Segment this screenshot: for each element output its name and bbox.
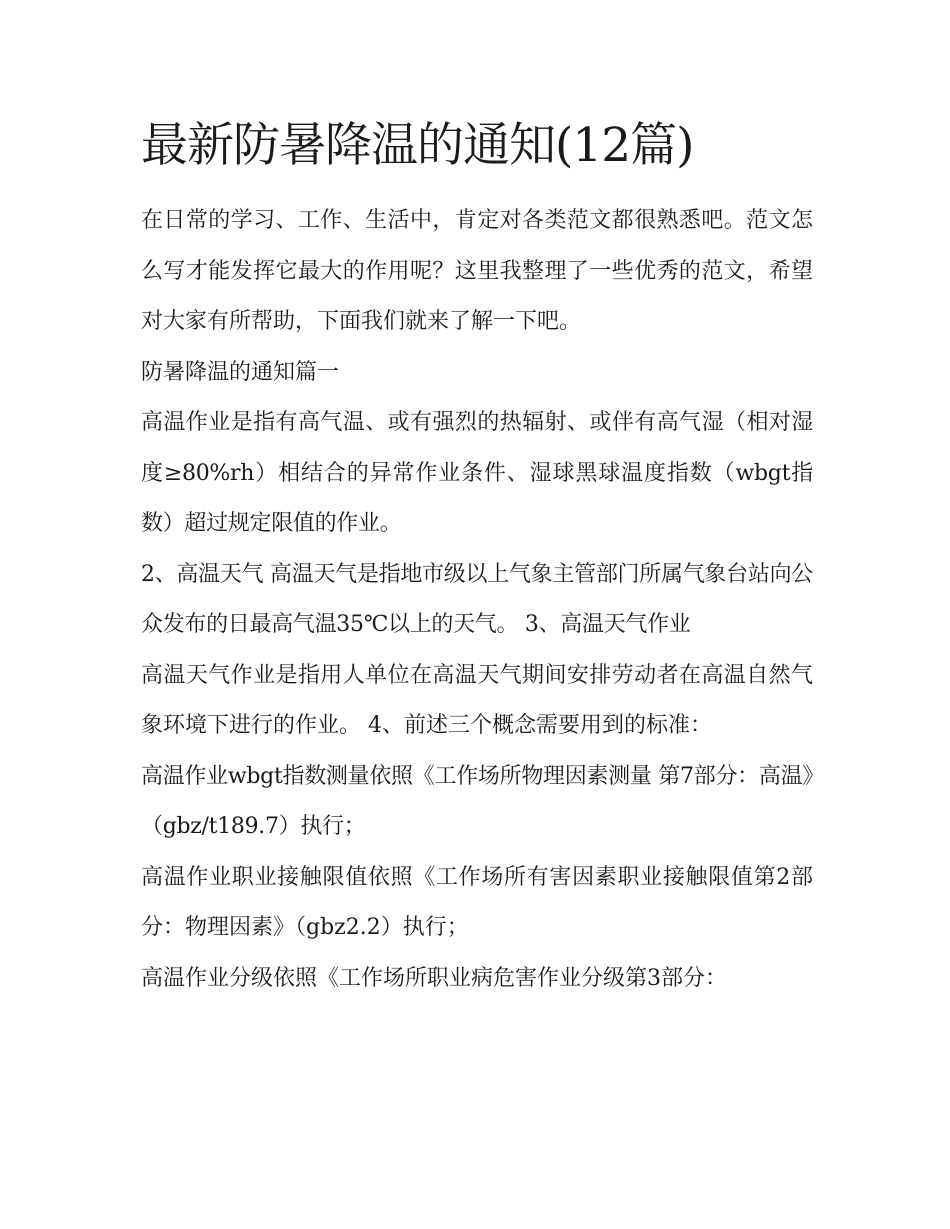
intro-paragraph: 在日常的学习、工作、生活中，肯定对各类范文都很熟悉吧。范文怎么写才能发挥它最大的作用呢？这里我整理了一些优秀的范文，希望对大家有所帮助，下面我们就来了解一下吧。 <box>141 208 813 334</box>
document-title: 最新防暑降温的通知(12篇) <box>141 118 694 173</box>
section-heading: 防暑降温的通知篇一 <box>141 359 340 385</box>
paragraph-work-grading: 高温作业分级依照《工作场所职业病危害作业分级第3部分： <box>141 965 727 991</box>
paragraph-exposure-limit: 高温作业职业接触限值依照《工作场所有害因素职业接触限值第2部分：物理因素》（gbz2.2）执行； <box>141 864 813 940</box>
paragraph-wbgt-standard: 高温作业wbgt指数测量依照《工作场所物理因素测量 第7部分：高温》（gbz/t189.7）执行； <box>141 763 813 839</box>
document-body <box>141 196 813 1004</box>
paragraph-high-temp-weather: 2、高温天气 高温天气是指地市级以上气象主管部门所属气象台站向公众发布的日最高气温35℃以上的天气。 3、高温天气作业 <box>141 561 813 637</box>
paragraph-weather-work: 高温天气作业是指用人单位在高温天气期间安排劳动者在高温自然气象环境下进行的作业。 4、前述三个概念需要用到的标准： <box>141 662 813 738</box>
paragraph-high-temp-work: 高温作业是指有高气温、或有强烈的热辐射、或伴有高气湿（相对湿度≥80%rh）相结合的异常作业条件、湿球黑球温度指数（wbgt指数）超过规定限值的作业。 <box>141 410 813 536</box>
